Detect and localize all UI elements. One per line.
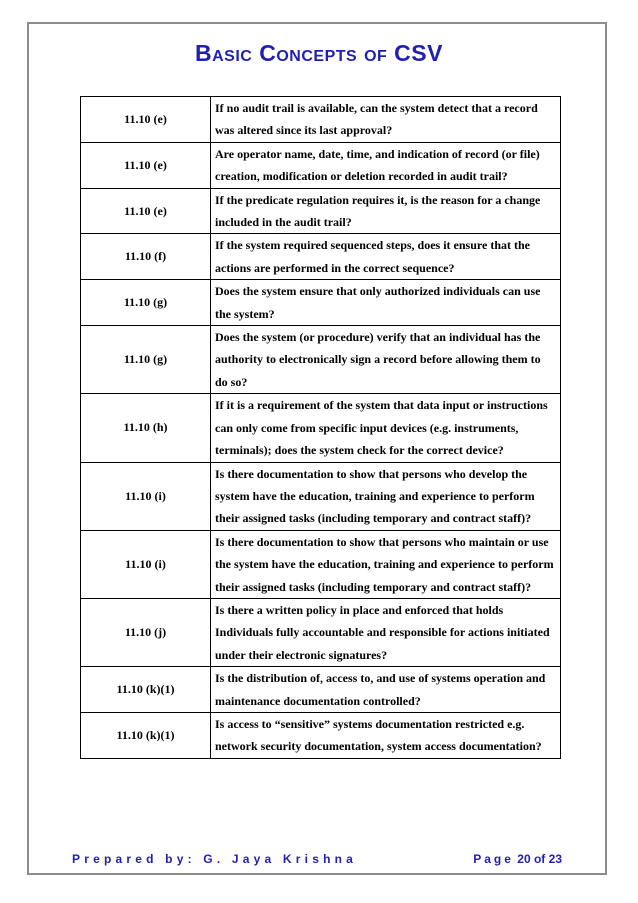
reference-cell: 11.10 (e) bbox=[81, 97, 211, 143]
reference-cell: 11.10 (k)(1) bbox=[81, 712, 211, 758]
reference-cell: 11.10 (j) bbox=[81, 598, 211, 666]
page-label: Page bbox=[473, 852, 514, 866]
page-title: Basic Concepts of CSV bbox=[195, 40, 443, 66]
table-row bbox=[81, 142, 561, 188]
page-number: 20 bbox=[517, 852, 531, 866]
question-cell: Are operator name, date, time, and indication of record (or file) creation, modification or deletion recorded in audit trail? bbox=[211, 142, 561, 188]
table-row bbox=[81, 326, 561, 394]
reference-cell: 11.10 (g) bbox=[81, 326, 211, 394]
requirements-table bbox=[80, 96, 561, 759]
question-cell: If it is a requirement of the system that data input or instructions can only come from specific input devices (e.g. instruments, terminals); does the system check for the correct device? bbox=[211, 394, 561, 462]
table-row bbox=[81, 462, 561, 530]
question-cell: Is there documentation to show that persons who maintain or use the system have the education, training and experience to perform their assigned tasks (including temporary and contract staff)? bbox=[211, 530, 561, 598]
table-row bbox=[81, 598, 561, 666]
table-row bbox=[81, 280, 561, 326]
table-row bbox=[81, 667, 561, 713]
question-cell: Does the system ensure that only authorized individuals can use the system? bbox=[211, 280, 561, 326]
table-row bbox=[81, 234, 561, 280]
prepared-by: Prepared by: G. Jaya Krishna bbox=[72, 852, 358, 866]
question-cell: Is the distribution of, access to, and use of systems operation and maintenance documentation controlled? bbox=[211, 667, 561, 713]
table-row bbox=[81, 394, 561, 462]
reference-cell: 11.10 (e) bbox=[81, 142, 211, 188]
reference-cell: 11.10 (k)(1) bbox=[81, 667, 211, 713]
question-cell: Is access to “sensitive” systems documentation restricted e.g. network security documentation, system access documentation? bbox=[211, 712, 561, 758]
question-cell: If no audit trail is available, can the system detect that a record was altered since its last approval? bbox=[211, 97, 561, 143]
reference-cell: 11.10 (i) bbox=[81, 462, 211, 530]
question-cell: If the system required sequenced steps, does it ensure that the actions are performed in the correct sequence? bbox=[211, 234, 561, 280]
reference-cell: 11.10 (g) bbox=[81, 280, 211, 326]
table-row bbox=[81, 97, 561, 143]
table-row bbox=[81, 188, 561, 234]
table-row bbox=[81, 712, 561, 758]
question-cell: Is there a written policy in place and enforced that holds Individuals fully accountable and responsible for actions initiated under their electronic signatures? bbox=[211, 598, 561, 666]
reference-cell: 11.10 (e) bbox=[81, 188, 211, 234]
page-indicator bbox=[473, 852, 562, 866]
page-total: 23 bbox=[548, 852, 562, 866]
reference-cell: 11.10 (i) bbox=[81, 530, 211, 598]
reference-cell: 11.10 (h) bbox=[81, 394, 211, 462]
reference-cell: 11.10 (f) bbox=[81, 234, 211, 280]
table-row bbox=[81, 530, 561, 598]
question-cell: Does the system (or procedure) verify that an individual has the authority to electronically sign a record before allowing them to do so? bbox=[211, 326, 561, 394]
question-cell: If the predicate regulation requires it, is the reason for a change included in the audit trail? bbox=[211, 188, 561, 234]
of-label: of bbox=[533, 852, 546, 866]
question-cell: Is there documentation to show that persons who develop the system have the education, training and experience to perform their assigned tasks (including temporary and contract staff)? bbox=[211, 462, 561, 530]
